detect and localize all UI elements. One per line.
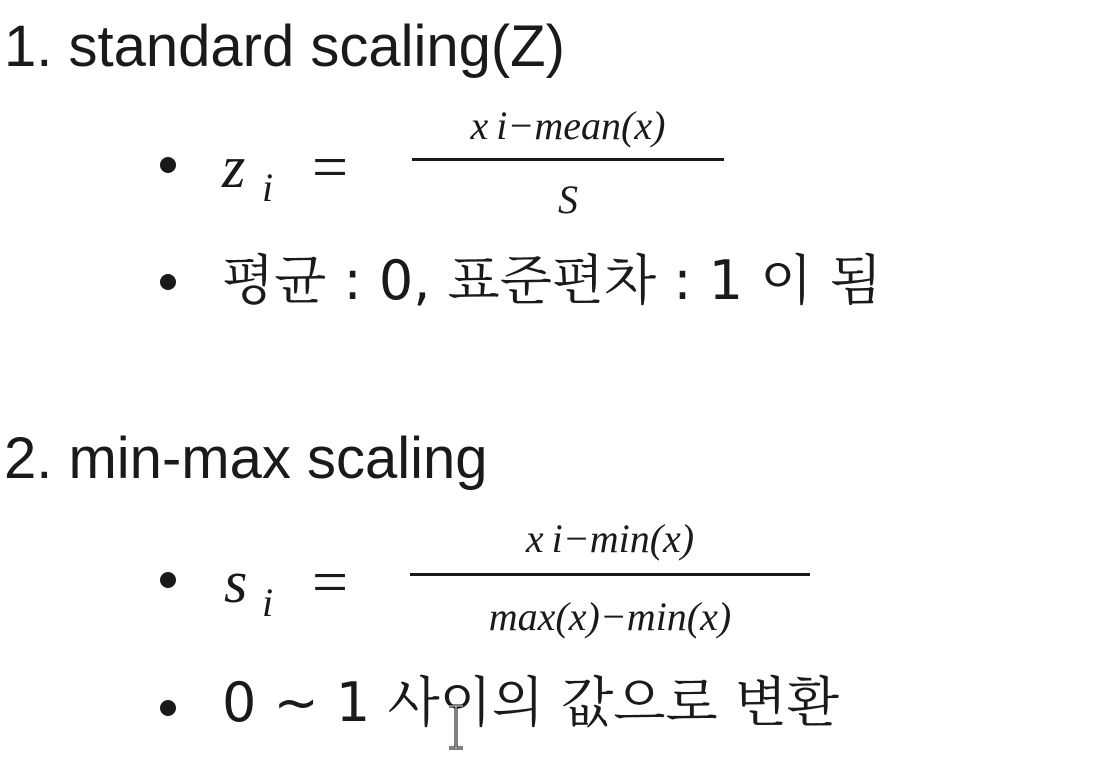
heading-standard-scaling: 1. standard scaling(Z) <box>4 14 565 79</box>
note-mean-std: 평균 : 0, 표준편차 : 1 이 됨 <box>222 249 882 312</box>
bullet-3 <box>160 572 176 588</box>
formula-numerator: x i−min(x) <box>525 516 695 561</box>
bullet-2 <box>160 274 176 290</box>
text-cursor-icon <box>447 704 465 750</box>
formula-equals: = <box>312 546 349 617</box>
formula-equals: = <box>312 131 349 202</box>
bullet-1 <box>160 157 176 173</box>
fraction-bar <box>410 573 810 576</box>
formula-sub-i: i <box>262 165 274 210</box>
note-range-conversion: 0 ~ 1 사이의 값으로 변환 <box>222 671 840 734</box>
formula-numerator: x i−mean(x) <box>470 103 666 148</box>
formula-denominator: max(x)−min(x) <box>488 594 732 639</box>
formula-sub-i: i <box>262 580 274 625</box>
bullet-4 <box>160 700 176 716</box>
formula-denominator: S <box>558 177 578 222</box>
formula-var-s: s <box>224 549 248 615</box>
fraction-bar <box>412 158 724 161</box>
heading-min-max-scaling: 2. min-max scaling <box>4 426 488 491</box>
formula-var-z: z <box>222 134 246 200</box>
